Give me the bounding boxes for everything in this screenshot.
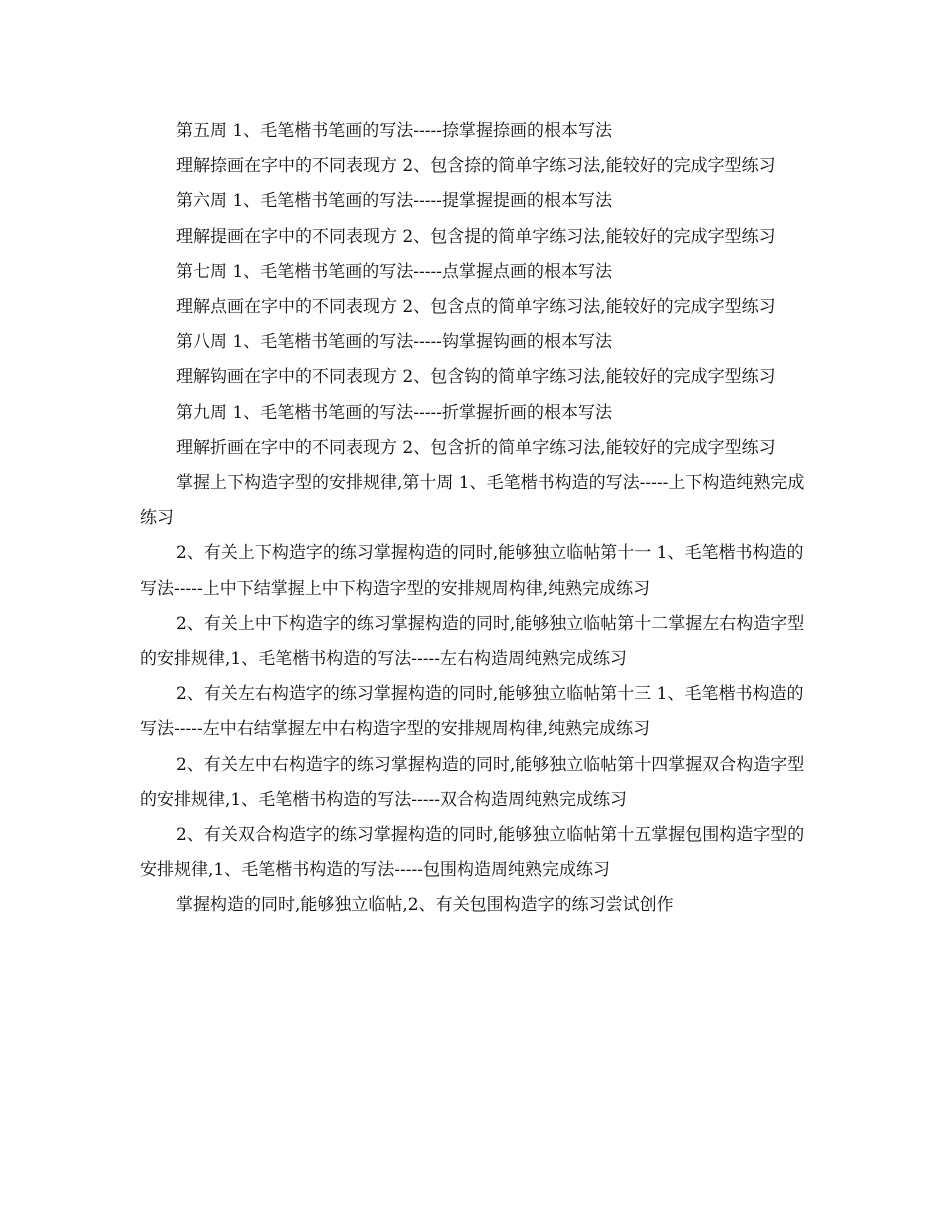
paragraph-final: 掌握构造的同时,能够独立临帖,2、有关包围构造字的练习尝试创作	[176, 895, 674, 916]
paragraph-week5-title: 第五周 1、毛笔楷书笔画的写法-----捺掌握捺画的根本写法	[176, 121, 612, 141]
paragraph-week8-detail: 理解钩画在字中的不同表现方 2、包含钩的简单字练习法,能较好的完成字型练习	[176, 367, 776, 388]
paragraph-week9-title: 第九周 1、毛笔楷书笔画的写法-----折掌握折画的根本写法	[176, 402, 612, 423]
paragraph-week15: 2、有关双合构造字的练习掌握构造的同时,能够独立临帖第十五掌握包围构造字型的安排规律,1、毛笔楷书构造的写法-----包围构造周纯熟完成练习	[140, 825, 805, 881]
paragraph-week12: 2、有关上中下构造字的练习掌握构造的同时,能够独立临帖第十二掌握左右构造字型的安排规律,1、毛笔楷书构造的写法-----左右构造周纯熟完成练习	[140, 613, 805, 670]
document-body	[140, 114, 820, 924]
paragraph-week9-detail: 理解折画在字中的不同表现方 2、包含折的简单字练习法,能较好的完成字型练习	[176, 437, 776, 458]
paragraph-week5-detail: 理解捺画在字中的不同表现方 2、包含捺的简单字练习法,能较好的完成字型练习	[176, 156, 776, 177]
paragraph-week14: 2、有关左中右构造字的练习掌握构造的同时,能够独立临帖第十四掌握双合构造字型的安排规律,1、毛笔楷书构造的写法-----双合构造周纯熟完成练习	[140, 754, 805, 810]
paragraph-week7-title: 第七周 1、毛笔楷书笔画的写法-----点掌握点画的根本写法	[176, 261, 612, 282]
paragraph-week10: 掌握上下构造字型的安排规律,第十周 1、毛笔楷书构造的写法-----上下构造纯熟完成练习	[140, 473, 805, 529]
paragraph-week6-title: 第六周 1、毛笔楷书笔画的写法-----提掌握提画的根本写法	[176, 191, 612, 212]
paragraph-week13: 2、有关左右构造字的练习掌握构造的同时,能够独立临帖第十三 1、毛笔楷书构造的写法-----左中右结掌握左中右构造字型的安排规周构律,纯熟完成练习	[140, 684, 804, 740]
paragraph-week8-title: 第八周 1、毛笔楷书笔画的写法-----钩掌握钩画的根本写法	[176, 332, 612, 353]
paragraph-week6-detail: 理解提画在字中的不同表现方 2、包含提的简单字练习法,能较好的完成字型练习	[176, 226, 776, 247]
paragraph-week7-detail: 理解点画在字中的不同表现方 2、包含点的简单字练习法,能较好的完成字型练习	[176, 297, 776, 318]
paragraph-week11: 2、有关上下构造字的练习掌握构造的同时,能够独立临帖第十一 1、毛笔楷书构造的写法-----上中下结掌握上中下构造字型的安排规周构律,纯熟完成练习	[140, 543, 804, 599]
